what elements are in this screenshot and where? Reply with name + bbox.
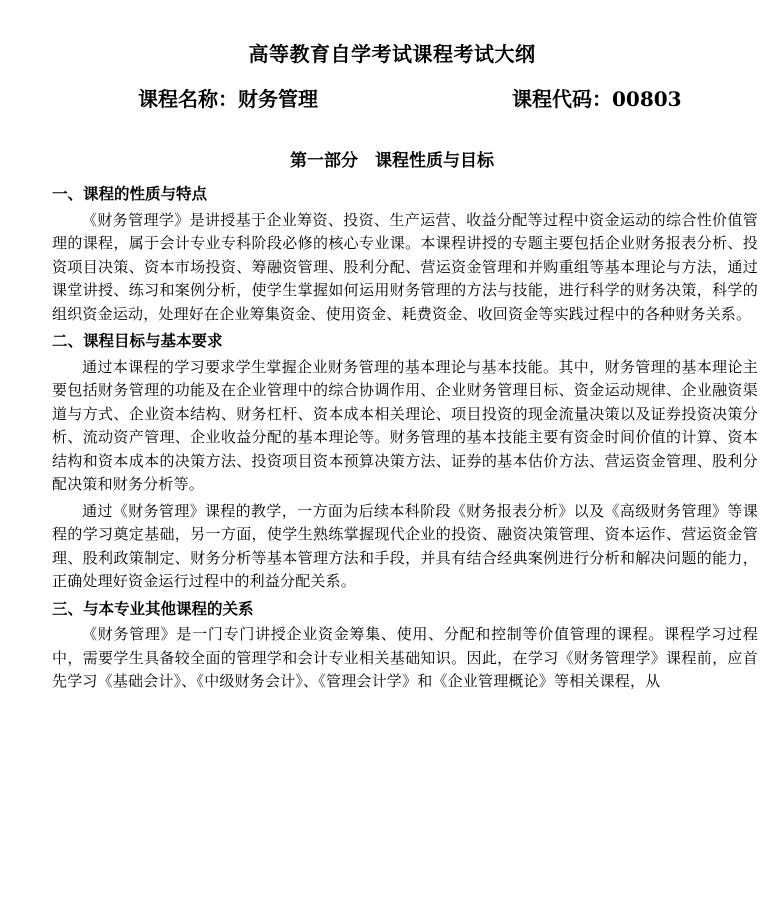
section-heading-relations: 三、与本专业其他课程的关系	[52, 598, 254, 618]
part-title: 第一部分 课程性质与目标	[290, 151, 494, 171]
section-heading-nature: 一、课程的性质与特点	[52, 184, 208, 203]
section-paragraph: 《财务管理学》是讲授基于企业筹资、投资、生产运营、收益分配等过程中资金运动的综合性价值管理的课程，属于会计专业专科阶段必修的核心专业课。本课程讲授的专题主要包括企业财务报表分析、投资项目决策、资本市场投资、筹融资管理、股利分配、营运资金管理和并购重组等基本理论与方法，通过课堂讲授、练习和案例分析，使学生掌握如何运用财务管理的方法与技能，进行科学的财务决策，科学的组织资金运动，处理好在企业筹集资金、使用资金、耗费资金、收回资金等实践过程中的各种财务关系。	[52, 210, 758, 323]
section-paragraph: 《财务管理》是一门专门讲授企业资金筹集、使用、分配和控制等价值管理的课程。课程学习过程中，需要学生具备较全面的管理学和会计专业相关基础知识。因此，在学习《财务管理学》课程前，应首先学习《基础会计》、《中级财务会计》、《管理会计学》和《企业管理概论》等相关课程，从	[52, 625, 758, 690]
document-body	[52, 180, 758, 697]
section-paragraph: 通过本课程的学习要求学生掌握企业财务管理的基本理论与基本技能。其中，财务管理的基本理论主要包括财务管理的功能及在企业管理中的综合协调作用、企业财务管理目标、资金运动规律、企业融资渠道与方式、企业资本结构、财务杠杆、资本成本相关理论、项目投资的现金流量决策以及证券投资决策分析、流动资产管理、企业收益分配的基本理论等。财务管理的基本技能主要有资金时间价值的计算、资本结构和资本成本的决策方法、投资项目资本预算决策方法、证券的基本估价方法、营运资金管理、股利分配决策和财务分析等。	[52, 357, 758, 493]
section-paragraph: 通过《财务管理》课程的教学，一方面为后续本科阶段《财务报表分析》以及《高级财务管理》等课程的学习奠定基础，另一方面，使学生熟练掌握现代企业的投资、融资决策管理、资本运作、营运资金管理、股利政策制定、财务分析等基本管理方法和手段，并具有结合经典案例进行分析和解决问题的能力，正确处理好资金运行过程中的利益分配关系。	[52, 501, 758, 590]
course-name: 课程名称：财务管理	[138, 87, 318, 111]
document-title: 高等教育自学考试课程考试大纲	[248, 42, 536, 66]
section-heading-objectives: 二、课程目标与基本要求	[52, 331, 223, 350]
course-code: 课程代码：00803	[512, 87, 682, 111]
